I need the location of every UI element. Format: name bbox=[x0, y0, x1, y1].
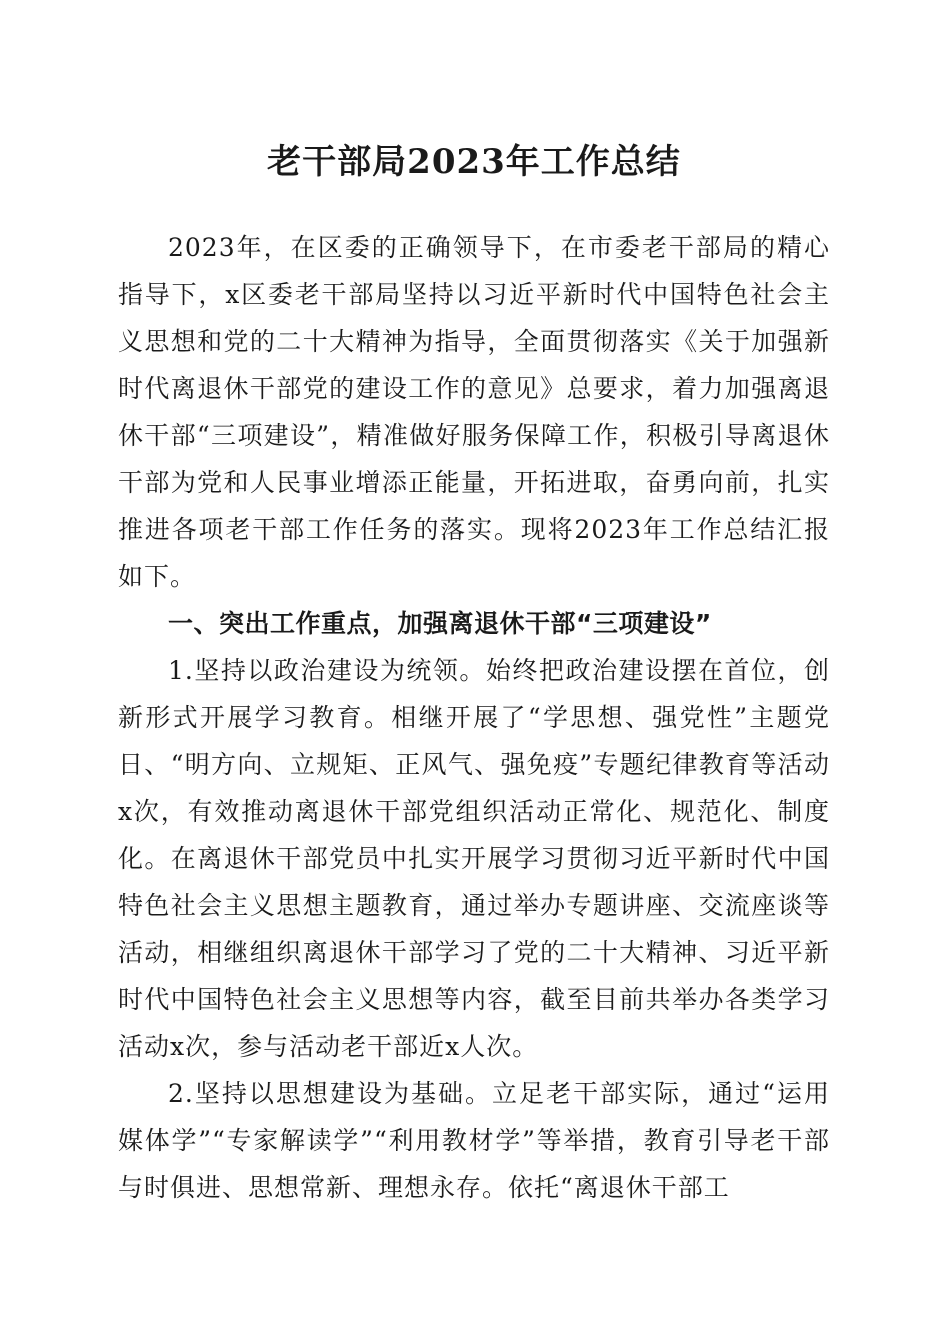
intro-paragraph: 2023年，在区委的正确领导下，在市委老干部局的精心指导下，x区委老干部局坚持以习近平新时代中国特色社会主义思想和党的二十大精神为指导，全面贯彻落实《关于加强新时代离退休干部党的建设工作的意见》总要求，着力加强离退休干部“三项建设”，精准做好服务保障工作，积极引导离退休干部为党和人民事业增添正能量，开拓进取，奋勇向前，扎实推进各项老干部工作任务的落实。现将2023年工作总结汇报如下。 bbox=[118, 233, 830, 591]
item-paragraph-2: 2.坚持以思想建设为基础。立足老干部实际，通过“运用媒体学”“专家解读学”“利用教材学”等举措，教育引导老干部与时俱进、思想常新、理想永存。依托“离退休干部工 bbox=[118, 1079, 830, 1202]
item-paragraph-1: 1.坚持以政治建设为统领。始终把政治建设摆在首位，创新形式开展学习教育。相继开展了“学思想、强党性”主题党日、“明方向、立规矩、正风气、强免疫”专题纪律教育等活动x次，有效推动离退休干部党组织活动正常化、规范化、制度化。在离退休干部党员中扎实开展学习贯彻习近平新时代中国特色社会主义思想主题教育，通过举办专题讲座、交流座谈等活动，相继组织离退休干部学习了党的二十大精神、习近平新时代中国特色社会主义思想等内容，截至目前共举办各类学习活动x次，参与活动老干部近x人次。 bbox=[118, 656, 830, 1061]
document-page bbox=[118, 140, 830, 1211]
document-title: 老干部局2023年工作总结 bbox=[267, 142, 681, 182]
section-heading: 一、突出工作重点，加强离退休干部“三项建设” bbox=[168, 609, 712, 638]
